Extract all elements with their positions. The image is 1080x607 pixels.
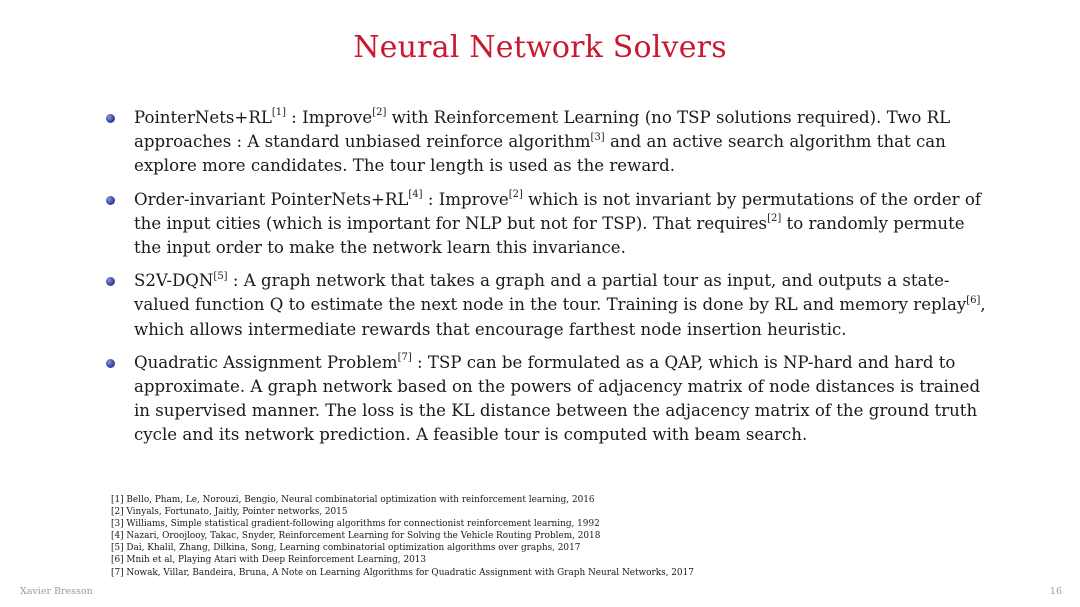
bullet-text-segment: with Reinforcement Learning (no TSP solutions required). Two RL approaches : A standard unbiased reinforce algorithm <box>134 108 951 152</box>
reference-item: [3] Williams, Simple statistical gradient-following algorithms for connectionist reinforcement learning, 1992 <box>111 519 600 530</box>
reference-item: [1] Bello, Pham, Le, Norouzi, Bengio, Neural combinatorial optimization with reinforcement learning, 2016 <box>111 495 595 505</box>
citation-marker: [3] <box>590 131 605 143</box>
bullet-item <box>104 351 994 448</box>
bullet-text <box>134 271 986 338</box>
citation-marker: [2] <box>767 213 782 225</box>
footer-author: Xavier Bresson <box>20 586 93 597</box>
citation-marker: [2] <box>372 107 387 119</box>
citation-marker: [6] <box>966 294 981 306</box>
bullet-list <box>104 106 994 457</box>
bullet-item <box>104 188 994 261</box>
bullet-dot-icon <box>106 196 115 205</box>
bullet-text <box>134 190 981 257</box>
bullet-dot-icon <box>106 359 115 368</box>
bullet-text-segment: which is not invariant by permutations of the order of the input cities (which is important for NLP but not for TSP). That requires <box>134 189 982 233</box>
bullet-item <box>104 269 994 342</box>
bullet-text-segment: , which allows intermediate rewards that encourage farthest node insertion heuristic. <box>134 295 986 339</box>
citation-marker: [1] <box>271 107 287 119</box>
citation-marker: [5] <box>213 270 228 282</box>
citation-marker: [2] <box>508 189 523 201</box>
footer-page-number: 16 <box>1049 586 1062 597</box>
bullet-text <box>134 108 950 175</box>
bullet-text-segment: Quadratic Assignment Problem <box>134 352 398 372</box>
reference-item: [4] Nazari, Oroojlooy, Takac, Snyder, Reinforcement Learning for Solving the Vehicle Routing Problem, 2018 <box>111 531 601 542</box>
citation-marker: [4] <box>408 189 423 201</box>
reference-item: [5] Dai, Khalil, Zhang, Dilkina, Song, Learning combinatorial optimization algorithms over graphs, 2017 <box>111 543 581 554</box>
bullet-text-segment: S2V-DQN <box>134 271 214 291</box>
references-list <box>111 494 1011 579</box>
reference-item: [6] Mnih et al, Playing Atari with Deep Reinforcement Learning, 2013 <box>111 555 427 566</box>
bullet-text <box>134 353 980 445</box>
reference-item: [7] Nowak, Villar, Bandeira, Bruna, A Note on Learning Algorithms for Quadratic Assignment with Graph Neural Networks, 2017 <box>111 567 694 578</box>
bullet-text-segment: to randomly permute the input order to make the network learn this invariance. <box>134 213 965 258</box>
bullet-item <box>104 106 994 179</box>
bullet-text-segment: : Improve <box>286 108 373 127</box>
bullet-text-segment: : A graph network that takes a graph and a partial tour as input, and outputs a state-valued function Q to estimate the next node in the tour. Training is done by RL and memory replay <box>134 271 967 315</box>
bullet-text-segment: PointerNets+RL <box>134 108 272 127</box>
bullet-text-segment: : TSP can be formulated as a QAP, which is NP-hard and hard to approximate. A graph network based on the powers of adjacency matrix of node distances is trained in supervised manner. The loss is the KL distance between the adjacency matrix of the ground truth cycle and its network prediction. A feasible tour is computed with beam search. <box>134 352 981 445</box>
bullet-dot-icon <box>106 277 115 286</box>
reference-item: [2] Vinyals, Fortunato, Jaitly, Pointer networks, 2015 <box>111 507 348 518</box>
citation-marker: [7] <box>397 352 412 364</box>
bullet-text-segment: : Improve <box>422 189 509 209</box>
bullet-dot-icon <box>106 114 115 123</box>
bullet-text-segment: and an active search algorithm that can explore more candidates. The tour length is used as the reward. <box>134 132 946 176</box>
slide-title: Neural Network Solvers <box>353 30 727 65</box>
bullet-text-segment: Order-invariant PointerNets+RL <box>134 189 409 209</box>
